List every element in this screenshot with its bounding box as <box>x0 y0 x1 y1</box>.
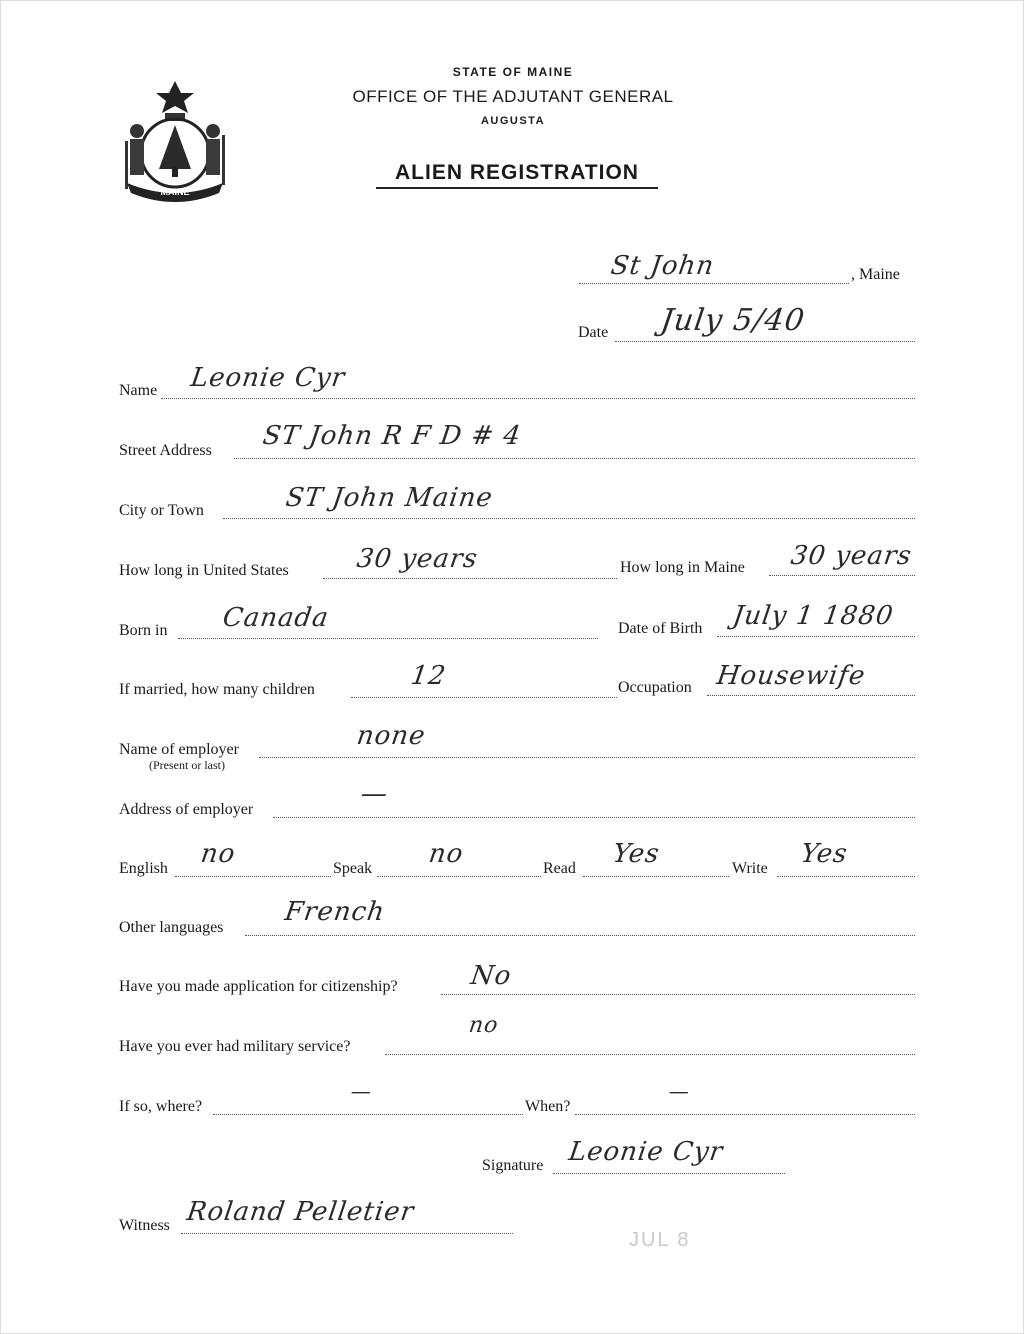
children-value[interactable]: 12 <box>408 661 449 691</box>
children-line <box>351 697 617 698</box>
when-value[interactable]: — <box>667 1079 692 1103</box>
read-line <box>583 876 729 877</box>
born-in-line <box>178 638 598 639</box>
read-value[interactable]: Yes <box>610 839 662 869</box>
other-languages-value[interactable]: French <box>282 897 388 927</box>
how-long-us-label: How long in United States <box>119 562 289 579</box>
speak-line <box>377 876 541 877</box>
witness-label: Witness <box>119 1217 170 1234</box>
header-office: OFFICE OF THE ADJUTANT GENERAL <box>352 87 674 106</box>
born-in-label: Born in <box>119 622 168 639</box>
how-long-maine-label: How long in Maine <box>620 559 745 576</box>
occupation-label: Occupation <box>618 679 692 696</box>
date-line <box>615 341 915 342</box>
other-languages-line <box>245 935 915 936</box>
form-title: ALIEN REGISTRATION <box>376 161 658 189</box>
where-value[interactable]: — <box>349 1079 374 1103</box>
received-stamp: JUL 8 <box>629 1229 691 1251</box>
military-value[interactable]: no <box>467 1013 501 1038</box>
date-value[interactable]: July 5/40 <box>658 303 808 338</box>
city-label: City or Town <box>119 502 204 519</box>
where-line <box>213 1114 523 1115</box>
street-address-label: Street Address <box>119 442 212 459</box>
when-line <box>575 1114 915 1115</box>
signature-label: Signature <box>482 1157 544 1174</box>
write-label: Write <box>732 860 768 877</box>
place-line <box>579 283 849 284</box>
other-languages-label: Other languages <box>119 919 224 936</box>
how-long-us-line <box>323 578 617 579</box>
employer-address-line <box>273 817 915 818</box>
witness-value[interactable]: Roland Pelletier <box>184 1197 417 1227</box>
street-address-line <box>234 458 915 459</box>
place-suffix: , Maine <box>851 266 900 283</box>
date-label: Date <box>578 324 609 341</box>
header-state: STATE OF MAINE <box>452 65 574 79</box>
street-address-value[interactable]: ST John R F D # 4 <box>260 421 524 451</box>
write-value[interactable]: Yes <box>798 839 850 869</box>
employer-line <box>259 757 915 758</box>
children-label: If married, how many children <box>119 681 315 698</box>
employer-address-label: Address of employer <box>119 801 254 818</box>
signature-line <box>553 1173 785 1174</box>
how-long-maine-line <box>769 575 915 576</box>
city-value[interactable]: ST John Maine <box>283 483 495 513</box>
read-label: Read <box>543 860 576 877</box>
when-label: When? <box>525 1098 571 1115</box>
military-line <box>385 1054 915 1055</box>
write-line <box>777 876 915 877</box>
speak-label: Speak <box>333 860 373 877</box>
citizenship-value[interactable]: No <box>468 961 514 991</box>
how-long-maine-value[interactable]: 30 years <box>788 541 914 571</box>
citizenship-line <box>441 994 915 995</box>
english-value[interactable]: no <box>198 839 238 869</box>
born-in-value[interactable]: Canada <box>220 603 331 633</box>
military-label: Have you ever had military service? <box>119 1038 351 1055</box>
dob-label: Date of Birth <box>618 620 703 637</box>
dob-value[interactable]: July 1 1880 <box>730 601 896 631</box>
employer-value[interactable]: none <box>354 721 428 751</box>
name-label: Name <box>119 382 158 399</box>
dob-line <box>717 636 915 637</box>
occupation-line <box>707 695 915 696</box>
where-label: If so, where? <box>119 1098 203 1115</box>
speak-value[interactable]: no <box>426 839 466 869</box>
citizenship-label: Have you made application for citizenship? <box>119 978 398 995</box>
english-label: English <box>119 860 168 877</box>
occupation-value[interactable]: Housewife <box>714 661 868 691</box>
name-value[interactable]: Leonie Cyr <box>188 363 348 393</box>
witness-line <box>181 1233 513 1234</box>
employer-sublabel: (Present or last) <box>149 758 225 772</box>
place-value[interactable]: St John <box>608 251 717 281</box>
how-long-us-value[interactable]: 30 years <box>354 544 480 574</box>
city-line <box>223 518 915 519</box>
name-line <box>161 398 915 399</box>
seal-motto: MAINE <box>160 187 190 197</box>
employer-label: Name of employer <box>119 741 239 758</box>
english-line <box>175 876 331 877</box>
signature-value[interactable]: Leonie Cyr <box>566 1137 726 1167</box>
employer-address-value[interactable]: — <box>358 779 391 809</box>
header-city: AUGUSTA <box>480 115 546 127</box>
